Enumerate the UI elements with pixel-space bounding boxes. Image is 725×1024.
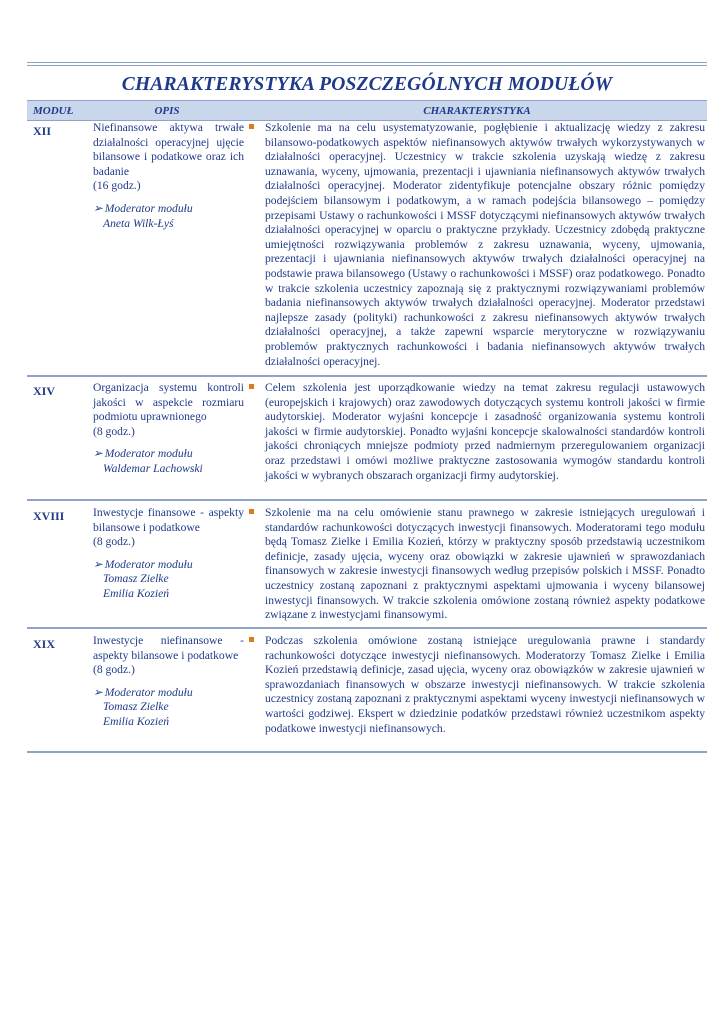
characteristics-text: Szkolenie ma na celu usystematyzowanie, pogłębienie i aktualizację wiedzy z zakresu bilansowo-podatkowych aspektów niefinansowych aktywów trwałych wykorzystywanych w działalności operacyjnej. Uczestnicy w trakcie szkolenia uzyskają wiedzę z zakresu uznawania, wyceny, ujmowania, prezentacji i ujawniania niefinansowych aktywów trwałych działalności operacyjnej. Moderator zidentyfikuje potencjalne obszary różnic pomiędzy podejściem bilansowym i podatkowym, a w ramach podejścia bilansowego – pomiędzy przepisami Ustawy o rachunkowości i MSSF dotyczącymi niefinansowych aktywów trwałych działalności operacyjnej w oparciu o praktyczne przykłady. Uczestnicy zdobędą praktyczne umiejętności rozwiązywania problemów z zakresu uznawania, wyceny, ujmowania, prezentacji i ujawniania niefinansowych aktywów trwałych działalności operacyjnej na podstawie prawa bilansowego (Ustawy o rachunkowości i MSSF) oraz podatkowego. Ponadto w trakcie szkolenia uczestnicy zapoznają się z praktycznymi rozwiązywaniami problemów badania niefinansowych aktywów trwałych działalności operacyjnej. Moderator przedstawi najlepsze zasady (polityki) rachunkowości z zakresu niefinansowych aktywów trwałych działalności operacyjnej, a także zapewni wsparcie merytoryczne w rozwiązywaniu problemów praktycznych rachunkowości i badania niefinansowych aktywów trwałych działalności operacyjnej.: [265, 121, 705, 368]
module-description: [87, 634, 249, 751]
header-opis: OPIS: [154, 104, 180, 117]
header-modul: MODUŁ: [33, 104, 74, 117]
characteristics-text: Podczas szkolenia omówione zostaną istniejące uregulowania prawne i standardy rachunkowości dotyczące inwestycji niefinansowych. Moderatorzy Tomasz Zielke i Emilia Kozień przedstawią definicje, zasad ujęcia, wyceny oraz obowiązków w zakresie ujawnień w sprawozdaniach finansowych w obszarze inwestycji niefinansowych. W trakcie szkolenia uczestnicy zostaną zapoznani z praktycznymi aspektami wyceny inwestycji niefinansowych w wartości godziwej. Ekspert w dziedzinie podatków przedstawi również uczestnikom aspekty podatkowe inwestycji niefinansowych.: [265, 634, 705, 735]
module-hours: (8 godz.): [93, 535, 135, 549]
moderator-names: Aneta Wilk-Łyś: [103, 216, 174, 230]
moderator-label: [93, 558, 244, 573]
module-description: [87, 506, 249, 627]
module-description: [87, 121, 249, 375]
module-hours: (16 godz.): [93, 179, 141, 193]
module-description: [87, 381, 249, 499]
module-characteristics: [249, 121, 707, 375]
moderator-label-text: Moderator modułu: [104, 447, 193, 461]
arrow-bullet-icon: ➢: [93, 685, 103, 699]
table-row: [27, 121, 707, 377]
page-title: CHARAKTERYSTYKA POSZCZEGÓLNYCH MODUŁÓW: [121, 74, 613, 95]
moderator-label-text: Moderator modułu: [104, 685, 193, 699]
module-hours: (8 godz.): [93, 663, 135, 677]
moderator-names: Tomasz Zielke Emilia Kozień: [103, 700, 170, 728]
table-row: [27, 377, 707, 501]
module-number: XIX: [33, 637, 56, 651]
characteristics-text: Szkolenie ma na celu omówienie stanu prawnego w zakresie istniejących uregulowań i standardów rachunkowości dotyczących inwestycji finansowych. Moderatorami tego modułu będą Tomasz Zielke i Emilia Kozień, którzy w praktyczny sposób przedstawią uczestnikom definicje, zasady ujęcia, wyceny oraz obowiązki w zakresie ujawnień w sprawozdaniach finansowych w zakresie inwestycji finansowych według przepisów polskich i MSSF. Ponadto uczestnicy zostaną zapoznani z praktycznymi aspektami ujmowania i wyceny bilansowej inwestycji finansowych. W trakcie szkolenia omówione zostaną również aspekty podatkowe związane z inwestycjami finansowymi.: [265, 506, 705, 622]
moderator-label: [93, 686, 244, 701]
module-characteristics: [249, 634, 707, 751]
module-number: XII: [33, 124, 52, 138]
module-number: XIV: [33, 384, 56, 398]
header-charakterystyka: CHARAKTERYSTYKA: [423, 104, 531, 117]
module-characteristics: [249, 381, 707, 499]
moderator-label: [93, 447, 244, 462]
module-title: Organizacja systemu kontroli jakości w aspekcie rozmiaru podmiotu uprawnionego: [93, 381, 244, 424]
moderator-names: Waldemar Lachowski: [103, 461, 203, 475]
table-row: [27, 629, 707, 753]
moderator-label: [93, 202, 244, 217]
arrow-bullet-icon: ➢: [93, 557, 103, 571]
square-bullet-icon: [249, 384, 254, 389]
module-hours: (8 godz.): [93, 424, 135, 438]
arrow-bullet-icon: ➢: [93, 447, 103, 461]
module-title: Inwestycje finansowe - aspekty bilansowe i podatkowe: [93, 506, 244, 534]
arrow-bullet-icon: ➢: [93, 201, 103, 215]
square-bullet-icon: [249, 637, 254, 642]
characteristics-text: Celem szkolenia jest uporządkowanie wiedzy na temat zakresu regulacji ustawowych (europejskich i krajowych) oraz zawodowych dotyczących systemu kontroli jakości w firmie audytorskiej. Moderator wyjaśni koncepcje i zasadność organizowania systemu kontroli jakości w firmie audytorskiej. Ponadto wyjaśni koncepcje skalowalności standardów kontroli jakości chroniących mniejsze podmioty przed nadmiernym przeregulowaniem organizacji oraz przedstawi i omówi możliwe praktyczne zastosowania wymogów standardu kontroli jakości w wybranych obszarach organizacji firmy audytorskiej.: [265, 381, 705, 482]
table-header: [27, 100, 707, 121]
square-bullet-icon: [249, 509, 254, 514]
table-row: [27, 501, 707, 629]
module-number: XVIII: [33, 509, 65, 523]
square-bullet-icon: [249, 124, 254, 129]
document-page: [27, 62, 707, 753]
moderator-names: Tomasz Zielke Emilia Kozień: [103, 572, 170, 600]
moderator-label-text: Moderator modułu: [104, 201, 193, 215]
module-title: Niefinansowe aktywa trwałe działalności operacyjnej ujęcie bilansowe i podatkowe oraz ich badanie: [93, 121, 244, 178]
moderator-label-text: Moderator modułu: [104, 557, 193, 571]
module-title: Inwestycje niefinansowe - aspekty bilansowe i podatkowe: [93, 634, 244, 662]
module-characteristics: [249, 506, 707, 627]
